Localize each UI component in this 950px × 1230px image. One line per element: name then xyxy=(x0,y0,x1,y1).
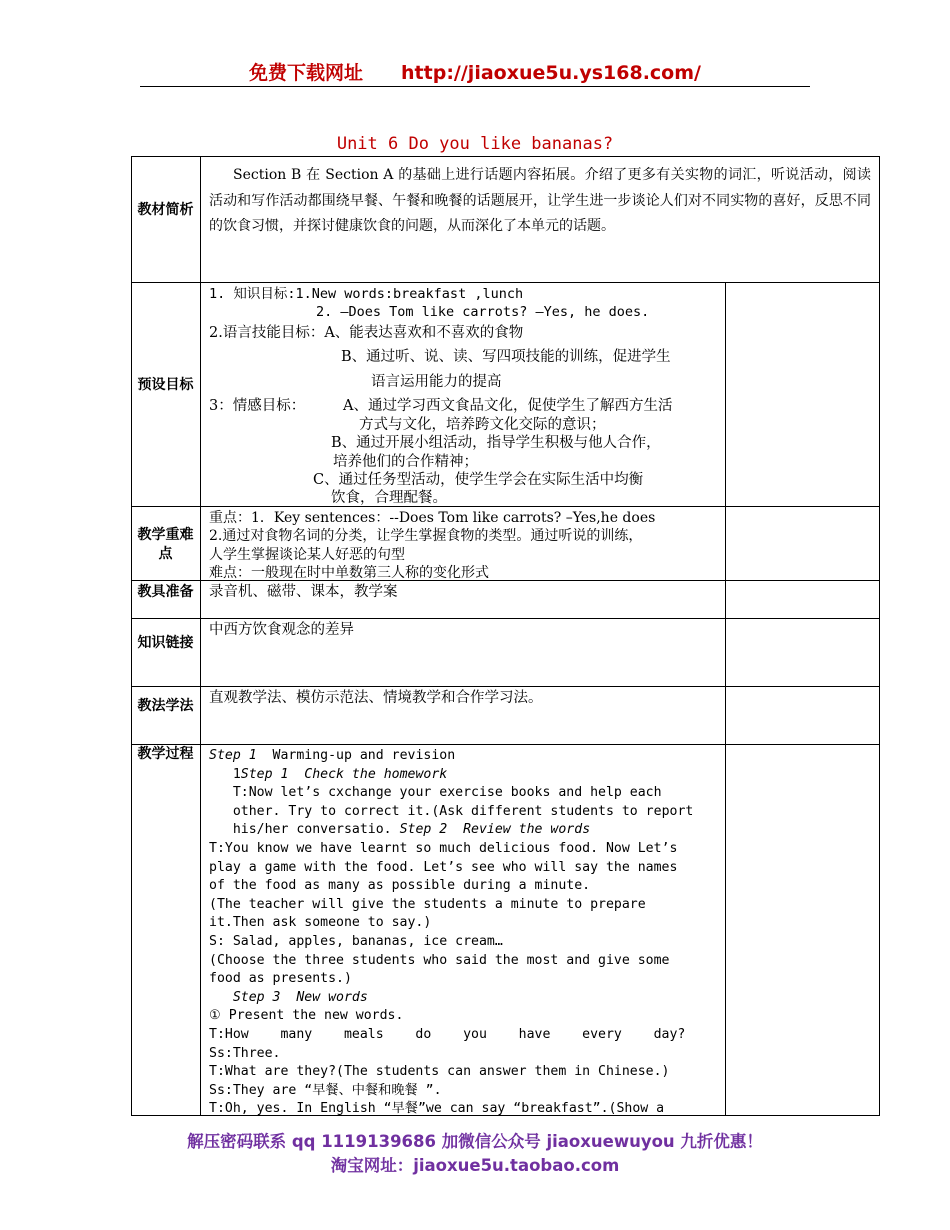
footer-contact: 解压密码联系 qq 1119139686 加微信公众号 jiaoxuewuyou 九折优惠！ xyxy=(187,1132,763,1151)
process-text: Step 1 Warming-up and revision 1Step 1 Check the homework T:Now let’s cxchange your exercise books and help each other. Try to correct it.(Ask different students to report his/her conversatio. Step 2 Review the words T:You know we have learnt so much delicious food. Now Let’s play a game with the food. Let’s see who will say the names of the food as many as possible during a minute. (The teacher will give the students a minute to prepare it.Then ask someone to say.) S: Salad, apples, bananas, ice cream… (Choose the three students who said the most and give some food as presents.) Step 3 New words ① Present the new words. T:How many meals do you have every day? Ss:Three. T:What are they?(The students can answer them in Chinese.) Ss:They are “早餐、中餐和晚餐 ”. T:Oh, yes. In English “早餐”we can say “breakfast”.(Show a xyxy=(209,748,694,1117)
label-keypoints: 教学重难点 xyxy=(137,527,194,562)
label-knowledge: 知识链接 xyxy=(137,635,194,651)
label-analysis: 教材简析 xyxy=(137,202,194,218)
methods-text: 直观教学法、模仿示范法、情境教学和合作学习法。 xyxy=(209,690,543,706)
page-title: Unit 6 Do you like bananas? xyxy=(336,134,614,154)
label-methods: 教法学法 xyxy=(137,698,194,714)
page-header xyxy=(140,58,810,87)
label-process: 教学过程 xyxy=(137,746,194,762)
label-tools: 教具准备 xyxy=(137,584,194,600)
label-goals: 预设目标 xyxy=(137,377,194,393)
footer-taobao[interactable]: 淘宝网址：jiaoxue5u.taobao.com xyxy=(330,1156,620,1175)
header-label: 免费下载网址 xyxy=(249,62,364,84)
knowledge-text: 中西方饮食观念的差异 xyxy=(209,622,354,638)
tools-text: 录音机、磁带、课本，教学案 xyxy=(209,584,398,600)
header-url[interactable]: http://jiaoxue5u.ys168.com/ xyxy=(401,62,701,84)
lesson-plan-table: 教材简析 Section B 在 Section A 的基础上进行话题内容拓展。介绍了更多有关实物的词汇，听说活动，阅读活动和写作活动都围绕早餐、午餐和晚餐的话题展开，让学生进一步谈论人们对不同实物的喜好，反思不同的饮食习惯，并探讨健康饮食的问题，从而深化了本单元的话题。 预设目标 1. 知识目标:1.New words:breakfast ,lunch 2. –Does Tom like carrots? –Yes, he does. 2.语言技能目标：A、能表达喜欢和不喜欢的食物 B、通过听、说、读、写四项技能的训练，促进学生 语言运用能力的提高 3：情感目标： A、通过学习西文食品文化，促使学生了解西方生活 方式与文化，培养跨文化交际的意识； B、通过开展小组活动，指导学生积极与他人合作， 培养他们的合作精神； C、通过任务型活动，使学生学会在实际生活中均衡 饮食，合理配餐。 教学重难点 重点：1．Key sentences：--Does Tom like carrots? –Yes,he does 2.通过对食物名词的分类，让学生掌握食物的类型。通过听说的训练， 人学生掌握谈论某人好恶的句型 难点：一般现在时中单数第三人称的变化形式 教具准备 录音机、磁带、课本，教学案 知识链接 中西方饮食观念的差异 教法学法 直观教学法、模仿示范法、情境教学和合作学习法。 教学过程 Step 1 Warming-up and revision 1Step 1 Check the homework T:Now let’s cxchange your exercise books and help each other. Try to correct it.(Ask different students to report his/her conversatio. Step 2 Review the words T:You know we have learnt so much delicious food. Now Let’s play a game with the food. Let’s see who will say the names of the food as many as possible during a minute. (The teacher will give the students a minute to prepare it.Then ask someone to say.) S: Salad, apples, bananas, ice cream… (Choose the three students who said the most and give some food as presents.) Step 3 New words ① Present the new words. T:How many meals do you have every day? Ss:Three. T:What are they?(The students can answer them in Chinese.) Ss:They are “早餐、中餐和晚餐 ”. T:Oh, yes. In English “早餐”we can say “breakfast”.(Show a xyxy=(131,156,880,1116)
analysis-text: Section B 在 Section A 的基础上进行话题内容拓展。介绍了更多有关实物的词汇，听说活动，阅读活动和写作活动都围绕早餐、午餐和晚餐的话题展开，让学生进一步谈论人们对不同实物的喜好，反思不同的饮食习惯，并探讨健康饮食的问题，从而深化了本单元的话题。 xyxy=(209,167,871,234)
